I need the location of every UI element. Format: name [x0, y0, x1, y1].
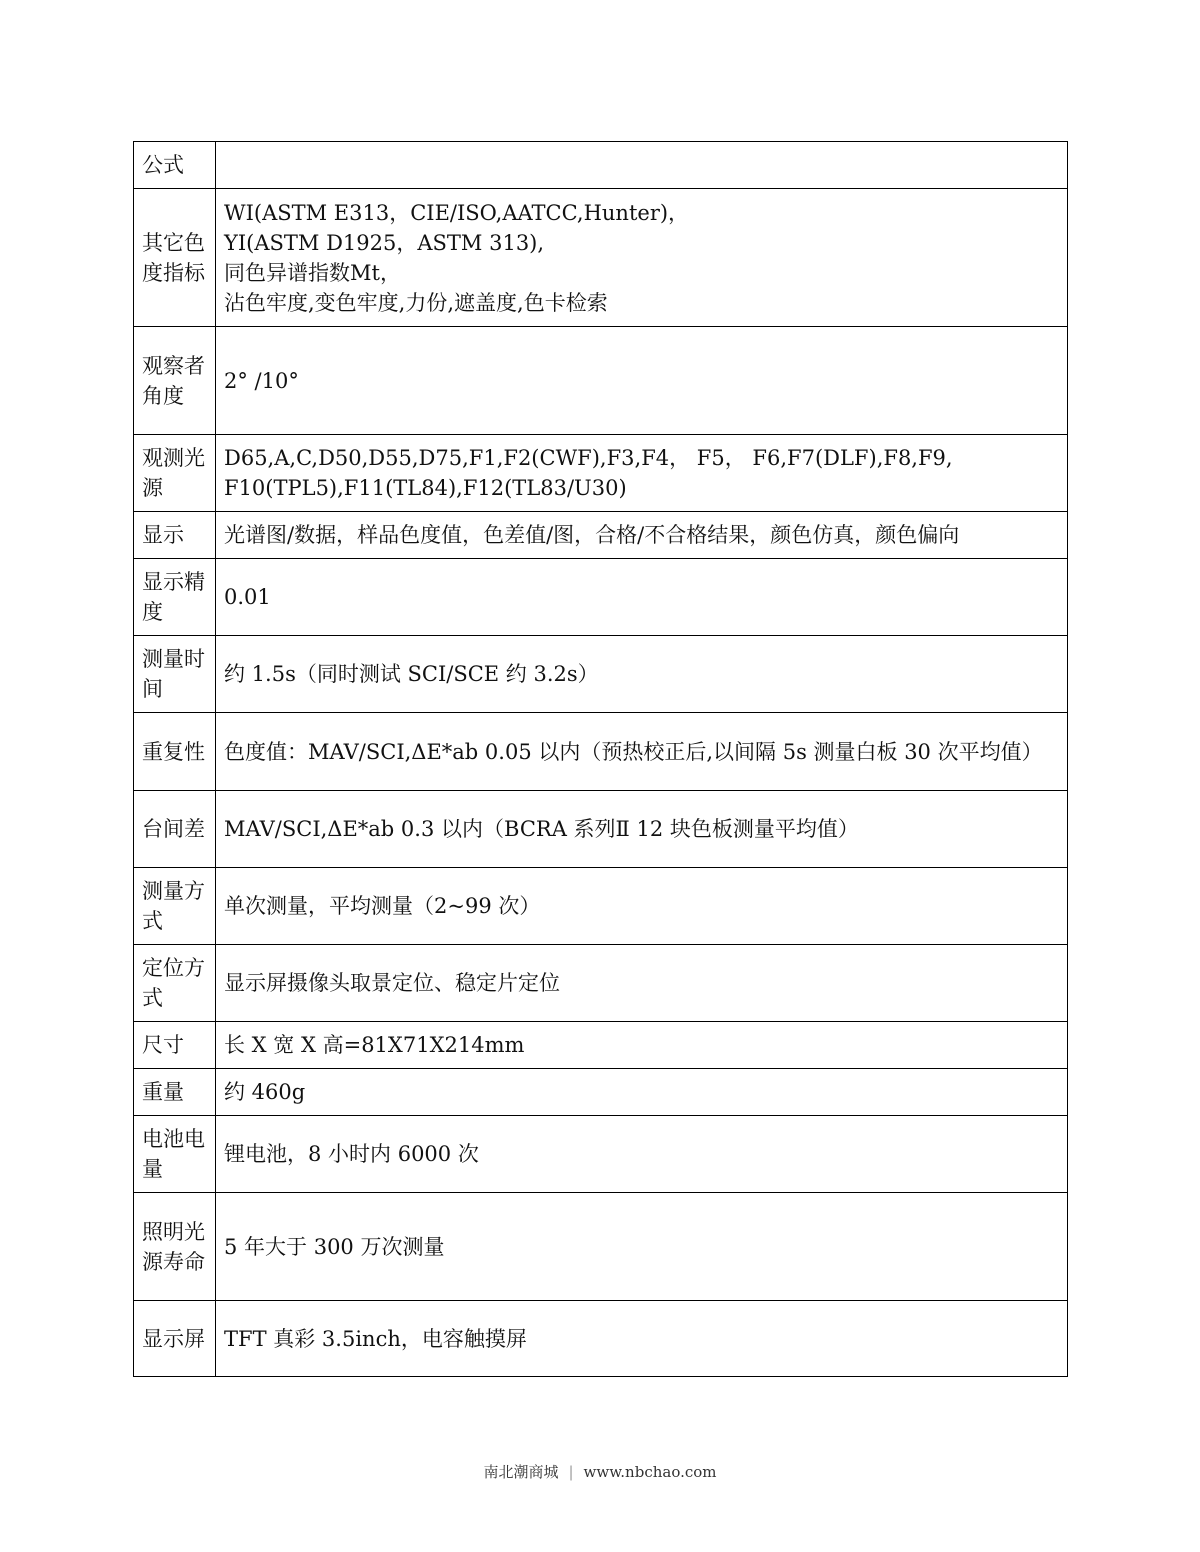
table-row — [134, 512, 1068, 559]
row-value: 0.01 — [216, 559, 1068, 636]
table-row — [134, 636, 1068, 713]
row-value: WI(ASTM E313，CIE/ISO,AATCC,Hunter)， YI(ASTM D1925，ASTM 313), 同色异谱指数Mt， 沾色牢度,变色牢度,力份,遮盖度,色卡检索 — [216, 189, 1068, 327]
footer-site-name: 南北潮商城 — [483, 1463, 559, 1481]
row-value: 约 460g — [216, 1069, 1068, 1116]
table-row — [134, 327, 1068, 435]
table-row — [134, 945, 1068, 1022]
row-value: 光谱图/数据，样品色度值，色差值/图，合格/不合格结果，颜色仿真，颜色偏向 — [216, 512, 1068, 559]
row-label: 重量 — [134, 1069, 216, 1116]
row-label: 观察者角度 — [134, 327, 216, 435]
footer-url[interactable]: www.nbchao.com — [583, 1463, 717, 1481]
row-label: 其它色度指标 — [134, 189, 216, 327]
row-label: 照明光源寿命 — [134, 1193, 216, 1301]
row-value: 2° /10° — [216, 327, 1068, 435]
row-label: 观测光源 — [134, 435, 216, 512]
row-label: 测量方式 — [134, 868, 216, 945]
row-value: 长 X 宽 X 高=81X71X214mm — [216, 1022, 1068, 1069]
row-label: 电池电量 — [134, 1116, 216, 1193]
table-row — [134, 1193, 1068, 1301]
row-value: TFT 真彩 3.5inch，电容触摸屏 — [216, 1301, 1068, 1377]
row-label: 定位方式 — [134, 945, 216, 1022]
table-row — [134, 791, 1068, 868]
row-label: 显示屏 — [134, 1301, 216, 1377]
table-row — [134, 142, 1068, 189]
row-value: MAV/SCI,ΔE*ab 0.3 以内（BCRA 系列Ⅱ 12 块色板测量平均值） — [216, 791, 1068, 868]
spec-table — [133, 141, 1068, 1377]
table-row — [134, 1116, 1068, 1193]
row-label: 尺寸 — [134, 1022, 216, 1069]
row-value: 单次测量，平均测量（2~99 次） — [216, 868, 1068, 945]
row-value: 5 年大于 300 万次测量 — [216, 1193, 1068, 1301]
table-row — [134, 559, 1068, 636]
table-row — [134, 189, 1068, 327]
page-footer — [0, 1461, 1200, 1482]
row-value — [216, 142, 1068, 189]
row-value: 约 1.5s（同时测试 SCI/SCE 约 3.2s） — [216, 636, 1068, 713]
table-row — [134, 1069, 1068, 1116]
row-value: D65,A,C,D50,D55,D75,F1,F2(CWF),F3,F4， F5， F6,F7(DLF),F8,F9, F10(TPL5),F11(TL84),F12(TL83/U30) — [216, 435, 1068, 512]
table-row — [134, 868, 1068, 945]
row-value: 显示屏摄像头取景定位、稳定片定位 — [216, 945, 1068, 1022]
row-label: 台间差 — [134, 791, 216, 868]
row-label: 显示精度 — [134, 559, 216, 636]
table-row — [134, 1301, 1068, 1377]
table-row — [134, 435, 1068, 512]
row-label: 重复性 — [134, 713, 216, 791]
table-row — [134, 713, 1068, 791]
row-value: 锂电池，8 小时内 6000 次 — [216, 1116, 1068, 1193]
row-label: 显示 — [134, 512, 216, 559]
row-label: 测量时间 — [134, 636, 216, 713]
row-label: 公式 — [134, 142, 216, 189]
footer-separator: | — [568, 1463, 574, 1481]
row-value: 色度值：MAV/SCI,ΔE*ab 0.05 以内（预热校正后,以间隔 5s 测量白板 30 次平均值） — [216, 713, 1068, 791]
table-row — [134, 1022, 1068, 1069]
